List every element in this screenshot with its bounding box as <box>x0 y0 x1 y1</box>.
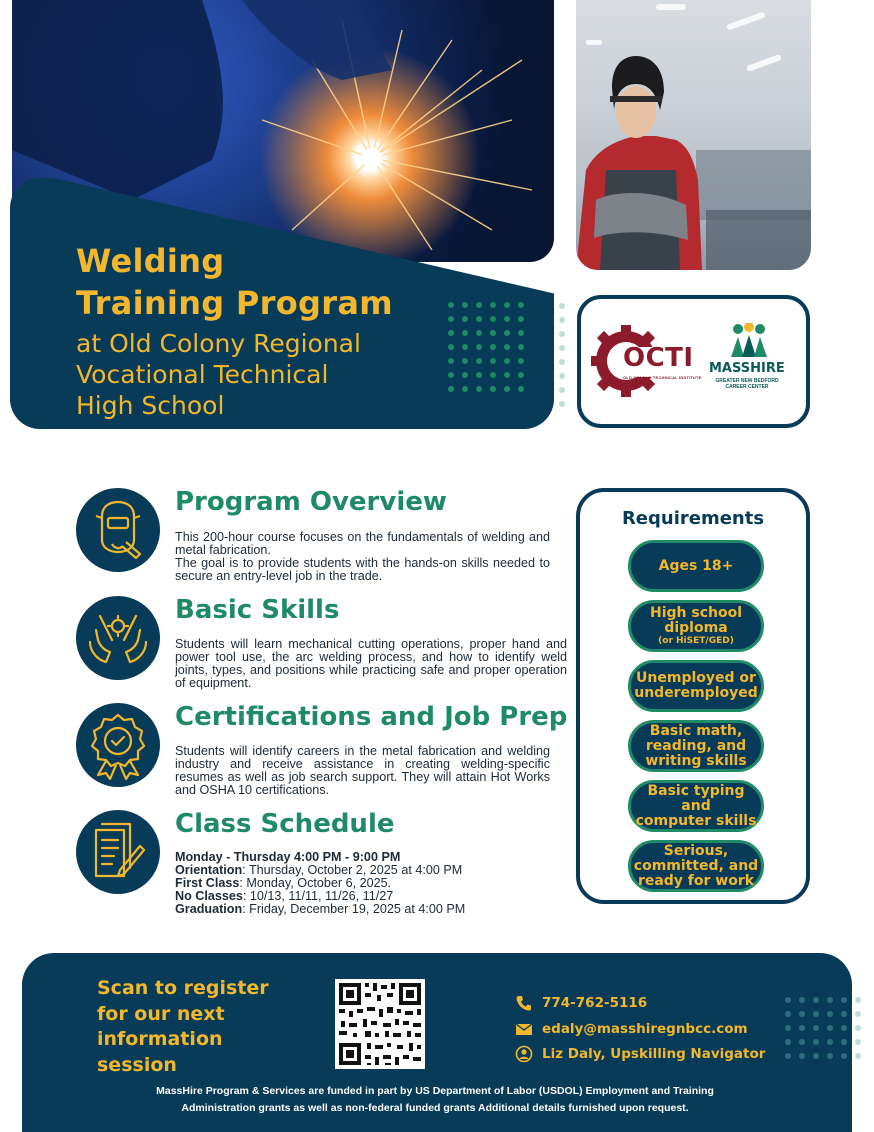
program-overview-text-1: This 200-hour course focuses on the fundamentals of welding and metal fabrication. <box>175 530 550 557</box>
requirements-title: Requirements <box>621 508 765 529</box>
basic-skills-body: Students will learn mechanical cutting operations, proper hand and power tool use, the arc welding process, and how to identify weld joints, types, and positions while practicing safe and proper operation of equipment. <box>175 637 567 690</box>
program-overview-title: Program Overview <box>175 487 447 517</box>
welding-helmet-icon <box>76 488 160 572</box>
scan-to-register-text <box>97 976 297 1078</box>
email-address: edaly@masshiregnbcc.com <box>542 1021 748 1037</box>
contact-name: Liz Daly, Upskilling Navigator <box>542 1046 766 1062</box>
graduation-label: Graduation <box>175 902 243 916</box>
footer-decorative-dots <box>782 994 862 1084</box>
phone-number: 774-762-5116 <box>542 995 648 1011</box>
requirement-line: Ages 18+ <box>658 557 734 574</box>
schedule-days-text: Monday - Thursday 4:00 PM - 9:00 PM <box>175 850 401 864</box>
funding-disclaimer <box>100 1083 770 1117</box>
requirement-diploma <box>628 600 764 652</box>
first-class-label: First Class <box>175 876 240 890</box>
schedule-graduation <box>175 903 567 916</box>
certifications-title: Certifications and Job Prep <box>175 702 568 732</box>
requirement-line: Basic typing and <box>647 782 745 814</box>
requirement-line: Unemployed or <box>636 670 756 686</box>
requirement-line: underemployed <box>634 685 758 701</box>
award-badge-icon <box>76 703 160 787</box>
masshire-mass: MASS <box>709 361 751 376</box>
certifications-body: Students will identify careers in the metal fabrication and welding industry and receive assistance in creating welding-specific resumes as well as job search support. They will attain Hot Works and OSHA 10 certifications. <box>175 744 550 797</box>
qr-code-icon <box>335 979 425 1069</box>
scan-line-4: session <box>97 1053 177 1076</box>
masshire-subtitle: GREATER NEW BEDFORD CAREER CENTER <box>715 378 779 390</box>
requirement-note: (or HiSET/GED) <box>658 636 734 646</box>
basic-skills-title: Basic Skills <box>175 595 340 625</box>
orientation-value: : Thursday, October 2, 2025 at 4:00 PM <box>242 863 463 877</box>
class-schedule-body <box>175 851 567 916</box>
requirement-age <box>628 540 764 592</box>
page-subtitle <box>76 328 436 421</box>
requirement-line: Basic math, <box>649 722 743 739</box>
tools-hands-icon <box>76 596 160 680</box>
requirement-computer-skills <box>628 780 764 832</box>
program-overview-text-2: The goal is to provide students with the hands-on skills needed to secure an entry-level job in the trade. <box>175 556 550 583</box>
document-pen-icon <box>76 810 160 894</box>
subtitle-line-1: at Old Colony Regional <box>76 329 361 358</box>
title-line-1: Welding <box>76 242 225 280</box>
requirement-commitment <box>628 840 764 892</box>
subtitle-line-2: Vocational Technical <box>76 360 329 389</box>
orientation-label: Orientation <box>175 863 243 877</box>
requirement-line: High school <box>649 605 742 621</box>
requirement-line: ready for work <box>637 872 755 889</box>
requirement-line: Serious, <box>663 842 729 859</box>
masshire-logo-text <box>709 361 785 376</box>
requirement-line: committed, and <box>633 857 759 874</box>
requirement-basic-skills <box>628 720 764 772</box>
requirement-employment <box>628 660 764 712</box>
octi-full-name: OLD COLONY TECHNICAL INSTITUTE <box>623 375 702 380</box>
graduation-value: : Friday, December 19, 2025 at 4:00 PM <box>242 902 466 916</box>
octi-logo-text: OCTI <box>623 343 694 373</box>
requirement-line: writing skills <box>645 752 747 769</box>
requirement-line: diploma <box>664 620 728 636</box>
contact-email[interactable] <box>514 1020 748 1038</box>
scan-line-2: for our next <box>97 1002 225 1025</box>
disclaimer-line-2: Administration grants as well as non-federal funded grants Additional details furnished upon request. <box>181 1102 689 1114</box>
subtitle-line-3: High School <box>76 391 225 420</box>
no-classes-label: No Classes <box>175 889 243 903</box>
phone-icon <box>514 994 534 1012</box>
page-title <box>76 240 536 324</box>
decorative-dots-column <box>556 300 572 410</box>
masshire-people-icon <box>729 323 769 359</box>
contact-person <box>514 1045 765 1063</box>
class-schedule-title: Class Schedule <box>175 809 395 839</box>
partner-logos <box>577 295 810 428</box>
requirement-line: computer skills <box>635 812 757 829</box>
title-line-2: Training Program <box>76 284 393 322</box>
scan-line-3: information <box>97 1028 223 1050</box>
disclaimer-line-1: MassHire Program & Services are funded in part by US Department of Labor (USDOL) Employment and Training <box>156 1085 714 1097</box>
requirements-box <box>576 488 810 904</box>
requirement-line: reading, and <box>645 737 747 754</box>
program-overview-body <box>175 531 550 583</box>
scan-line-1: Scan to register <box>97 977 269 999</box>
masshire-hire: HIRE <box>750 361 785 376</box>
email-icon <box>514 1020 534 1038</box>
welder-portrait-photo <box>576 0 811 270</box>
registration-qr-code[interactable] <box>335 979 425 1069</box>
no-classes-value: : 10/13, 11/11, 11/26, 11/27 <box>242 889 394 903</box>
person-icon <box>514 1045 534 1063</box>
contact-phone[interactable] <box>514 994 647 1012</box>
first-class-value: : Monday, October 6, 2025. <box>239 876 392 890</box>
